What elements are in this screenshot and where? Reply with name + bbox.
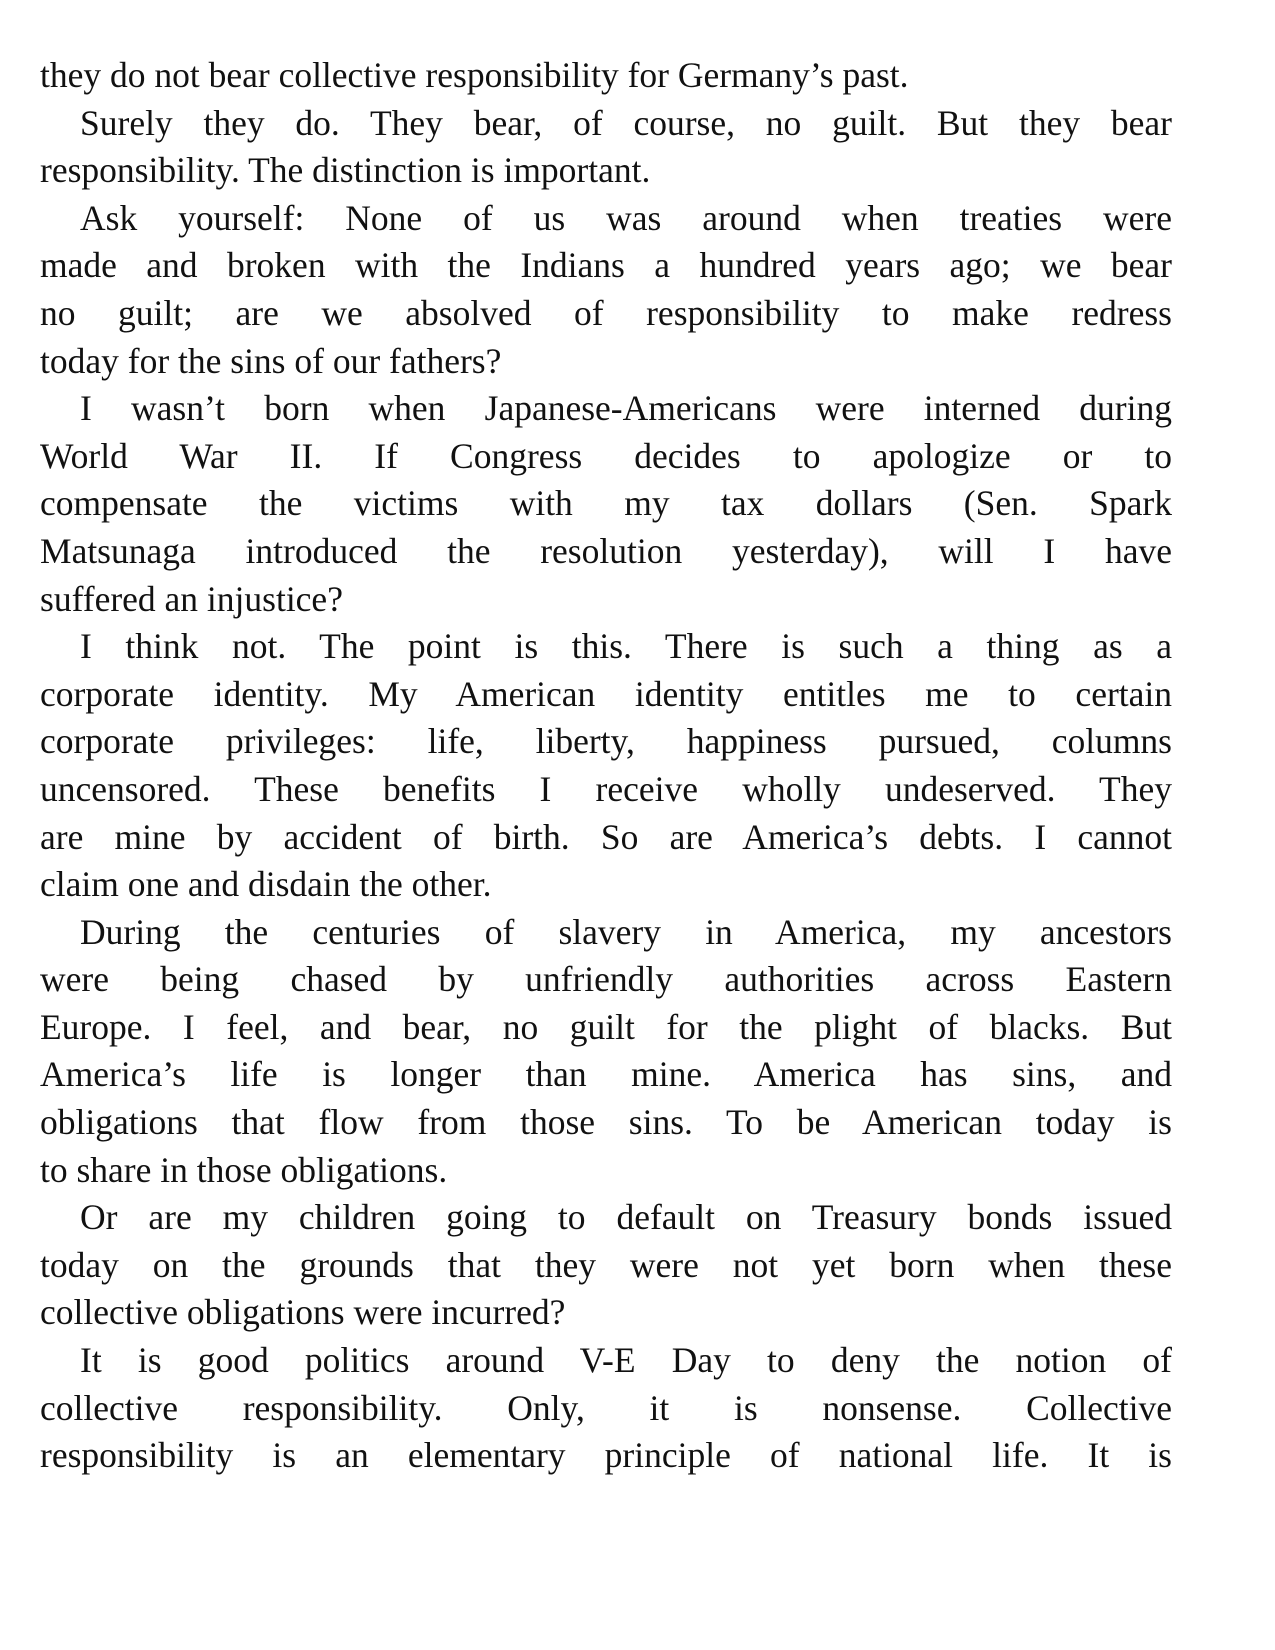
text-line: uncensored. These benefits I receive wholly undeserved. They (40, 768, 1172, 809)
text-line: collective responsibility. Only, it is nonsense. Collective (40, 1387, 1172, 1428)
text-line: America’s life is longer than mine. America has sins, and (40, 1054, 1172, 1095)
text-line: no guilt; are we absolved of responsibility to make redress (40, 292, 1172, 333)
paragraph (40, 195, 1172, 385)
text-line: Matsunaga introduced the resolution yesterday), will I have (40, 530, 1172, 571)
text-line: Europe. I feel, and bear, no guilt for the plight of blacks. But (40, 1006, 1172, 1047)
paragraph (40, 1194, 1172, 1337)
text-line: they do not bear collective responsibility for Germany’s past. (40, 55, 909, 95)
text-line: It is good politics around V-E Day to deny the notion of (80, 1340, 1172, 1381)
paragraph (40, 1337, 1172, 1480)
text-line: are mine by accident of birth. So are America’s debts. I cannot (40, 816, 1172, 857)
text-line: obligations that flow from those sins. To be American today is (40, 1102, 1172, 1143)
text-line: claim one and disdain the other. (40, 864, 492, 905)
paragraph (40, 909, 1172, 1195)
text-line: During the centuries of slavery in America, my ancestors (80, 911, 1172, 952)
text-line: World War II. If Congress decides to apologize or to (40, 435, 1172, 476)
text-line: compensate the victims with my tax dollars (Sen. Spark (40, 483, 1172, 524)
text-line: Ask yourself: None of us was around when treaties were (80, 197, 1172, 238)
text-line: I wasn’t born when Japanese-Americans were interned during (80, 388, 1172, 429)
text-line: today on the grounds that they were not yet born when these (40, 1244, 1172, 1285)
paragraph (40, 52, 1172, 100)
text-line: were being chased by unfriendly authorities across Eastern (40, 959, 1172, 1000)
text-line: I think not. The point is this. There is such a thing as a (80, 626, 1172, 667)
text-line: corporate privileges: life, liberty, happiness pursued, columns (40, 721, 1172, 762)
text-line: collective obligations were incurred? (40, 1292, 566, 1333)
document-page (40, 52, 1172, 1480)
text-line: to share in those obligations. (40, 1149, 448, 1190)
text-line: responsibility. The distinction is important. (40, 150, 651, 191)
text-line: Or are my children going to default on Treasury bonds issued (80, 1197, 1172, 1238)
text-line: corporate identity. My American identity entitles me to certain (40, 673, 1172, 714)
text-line: suffered an injustice? (40, 578, 343, 619)
text-line: responsibility is an elementary principle of national life. It is (40, 1435, 1172, 1476)
paragraph (40, 100, 1172, 195)
text-line: Surely they do. They bear, of course, no guilt. But they bear (80, 102, 1172, 143)
text-line: today for the sins of our fathers? (40, 340, 502, 381)
text-line: made and broken with the Indians a hundred years ago; we bear (40, 245, 1172, 286)
paragraph (40, 385, 1172, 623)
paragraph (40, 623, 1172, 909)
